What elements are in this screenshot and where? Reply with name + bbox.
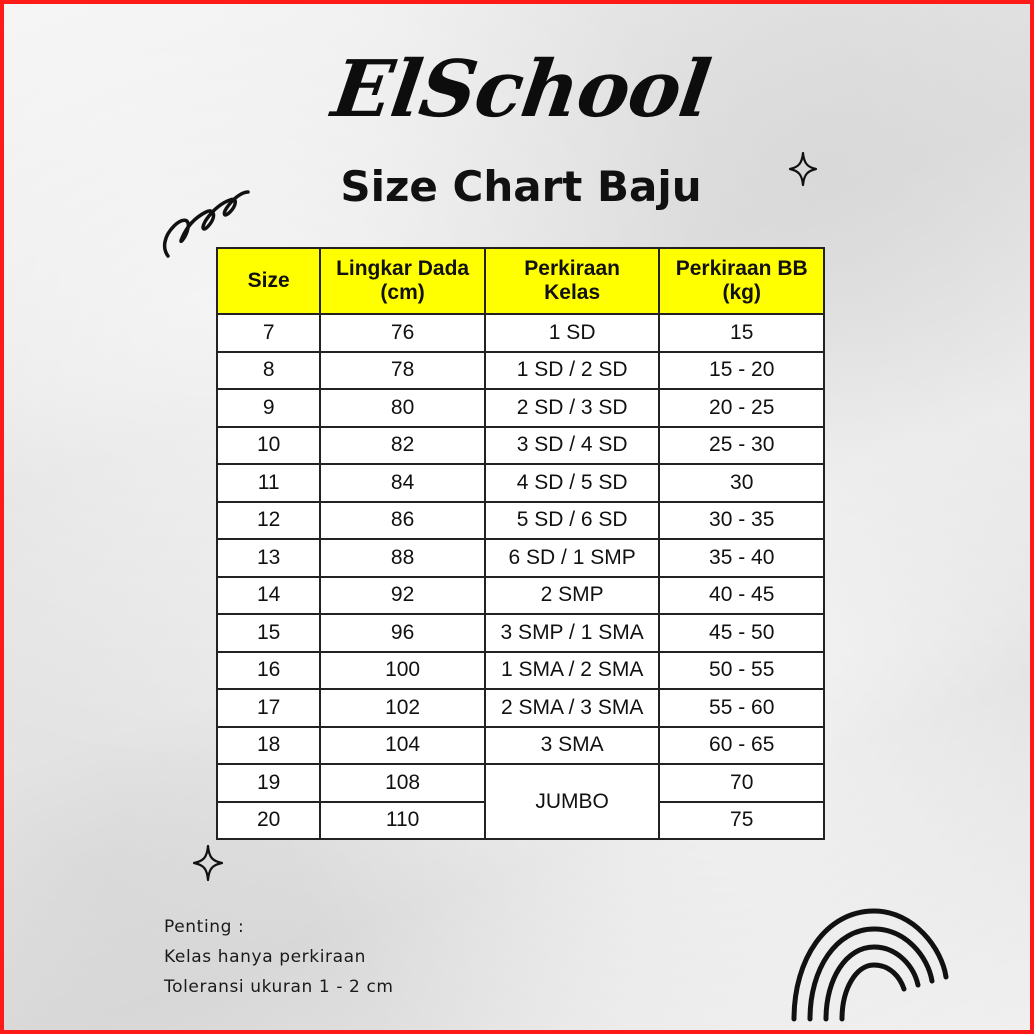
cell-chest: 102 bbox=[320, 689, 485, 727]
table-header-row bbox=[217, 248, 824, 314]
cell-size: 14 bbox=[217, 577, 320, 615]
header-weight-line2: (kg) bbox=[722, 281, 761, 304]
cell-chest: 88 bbox=[320, 539, 485, 577]
header-chest-line1: Lingkar Dada bbox=[336, 257, 470, 280]
cell-chest: 86 bbox=[320, 502, 485, 540]
table-row bbox=[217, 689, 824, 727]
cell-size: 11 bbox=[217, 464, 320, 502]
cell-weight: 50 - 55 bbox=[659, 652, 824, 690]
cell-size: 9 bbox=[217, 389, 320, 427]
table-row bbox=[217, 464, 824, 502]
cell-size: 15 bbox=[217, 614, 320, 652]
cell-class: 2 SMA / 3 SMA bbox=[485, 689, 660, 727]
cell-size: 18 bbox=[217, 727, 320, 765]
header-size-label: Size bbox=[247, 269, 290, 292]
cell-weight: 25 - 30 bbox=[659, 427, 824, 465]
header-weight-line1: Perkiraan BB bbox=[675, 257, 808, 280]
header-class-line2: Kelas bbox=[544, 281, 601, 304]
cell-chest: 104 bbox=[320, 727, 485, 765]
cell-class: 2 SD / 3 SD bbox=[485, 389, 660, 427]
cell-weight: 60 - 65 bbox=[659, 727, 824, 765]
cell-weight: 30 bbox=[659, 464, 824, 502]
cell-weight: 55 - 60 bbox=[659, 689, 824, 727]
cell-chest: 100 bbox=[320, 652, 485, 690]
cell-chest: 76 bbox=[320, 314, 485, 352]
cell-class: 1 SMA / 2 SMA bbox=[485, 652, 660, 690]
cell-weight: 70 bbox=[659, 764, 824, 802]
cell-class: 3 SMA bbox=[485, 727, 660, 765]
cell-size: 12 bbox=[217, 502, 320, 540]
size-chart-table bbox=[216, 247, 825, 840]
cell-size: 8 bbox=[217, 352, 320, 390]
header-size bbox=[217, 248, 320, 314]
cell-size: 7 bbox=[217, 314, 320, 352]
cell-size: 19 bbox=[217, 764, 320, 802]
cell-chest: 96 bbox=[320, 614, 485, 652]
notes-line-tolerance: Toleransi ukuran 1 - 2 cm bbox=[164, 977, 394, 997]
table-row bbox=[217, 427, 824, 465]
table-row bbox=[217, 502, 824, 540]
cell-class: 3 SMP / 1 SMA bbox=[485, 614, 660, 652]
table-row bbox=[217, 652, 824, 690]
table-row bbox=[217, 352, 824, 390]
cell-chest: 82 bbox=[320, 427, 485, 465]
header-weight bbox=[659, 248, 824, 314]
cell-class: JUMBO bbox=[485, 764, 660, 839]
table-row bbox=[217, 389, 824, 427]
cell-class: 3 SD / 4 SD bbox=[485, 427, 660, 465]
cell-size: 16 bbox=[217, 652, 320, 690]
cell-class: 1 SD / 2 SD bbox=[485, 352, 660, 390]
cell-chest: 92 bbox=[320, 577, 485, 615]
header-class bbox=[485, 248, 660, 314]
notes bbox=[164, 912, 394, 1002]
cell-class: 1 SD bbox=[485, 314, 660, 352]
table-row bbox=[217, 727, 824, 765]
cell-weight: 75 bbox=[659, 802, 824, 840]
table-row bbox=[217, 614, 824, 652]
cell-chest: 84 bbox=[320, 464, 485, 502]
brand-logo: ElSchool bbox=[326, 44, 716, 135]
cell-chest: 110 bbox=[320, 802, 485, 840]
cell-chest: 78 bbox=[320, 352, 485, 390]
cell-class: 6 SD / 1 SMP bbox=[485, 539, 660, 577]
cell-size: 10 bbox=[217, 427, 320, 465]
cell-size: 13 bbox=[217, 539, 320, 577]
notes-heading: Penting : bbox=[164, 917, 245, 937]
cell-weight: 15 - 20 bbox=[659, 352, 824, 390]
cell-weight: 45 - 50 bbox=[659, 614, 824, 652]
header-class-line1: Perkiraan bbox=[524, 257, 620, 280]
cell-size: 17 bbox=[217, 689, 320, 727]
notes-line-class: Kelas hanya perkiraan bbox=[164, 947, 367, 967]
table-row bbox=[217, 539, 824, 577]
cell-class: 4 SD / 5 SD bbox=[485, 464, 660, 502]
table-row bbox=[217, 577, 824, 615]
cell-weight: 30 - 35 bbox=[659, 502, 824, 540]
cell-weight: 15 bbox=[659, 314, 824, 352]
rainbow-arcs-icon bbox=[786, 899, 956, 1024]
cell-weight: 20 - 25 bbox=[659, 389, 824, 427]
header-chest bbox=[320, 248, 485, 314]
table-row bbox=[217, 314, 824, 352]
table-row bbox=[217, 764, 824, 802]
cell-chest: 80 bbox=[320, 389, 485, 427]
cell-weight: 40 - 45 bbox=[659, 577, 824, 615]
cell-class: 5 SD / 6 SD bbox=[485, 502, 660, 540]
cell-class: 2 SMP bbox=[485, 577, 660, 615]
cell-size: 20 bbox=[217, 802, 320, 840]
header-chest-line2: (cm) bbox=[380, 281, 425, 304]
sparkle-icon bbox=[192, 844, 224, 882]
cell-weight: 35 - 40 bbox=[659, 539, 824, 577]
page-title: Size Chart Baju bbox=[340, 162, 702, 211]
cell-chest: 108 bbox=[320, 764, 485, 802]
sparkle-icon bbox=[788, 151, 818, 187]
